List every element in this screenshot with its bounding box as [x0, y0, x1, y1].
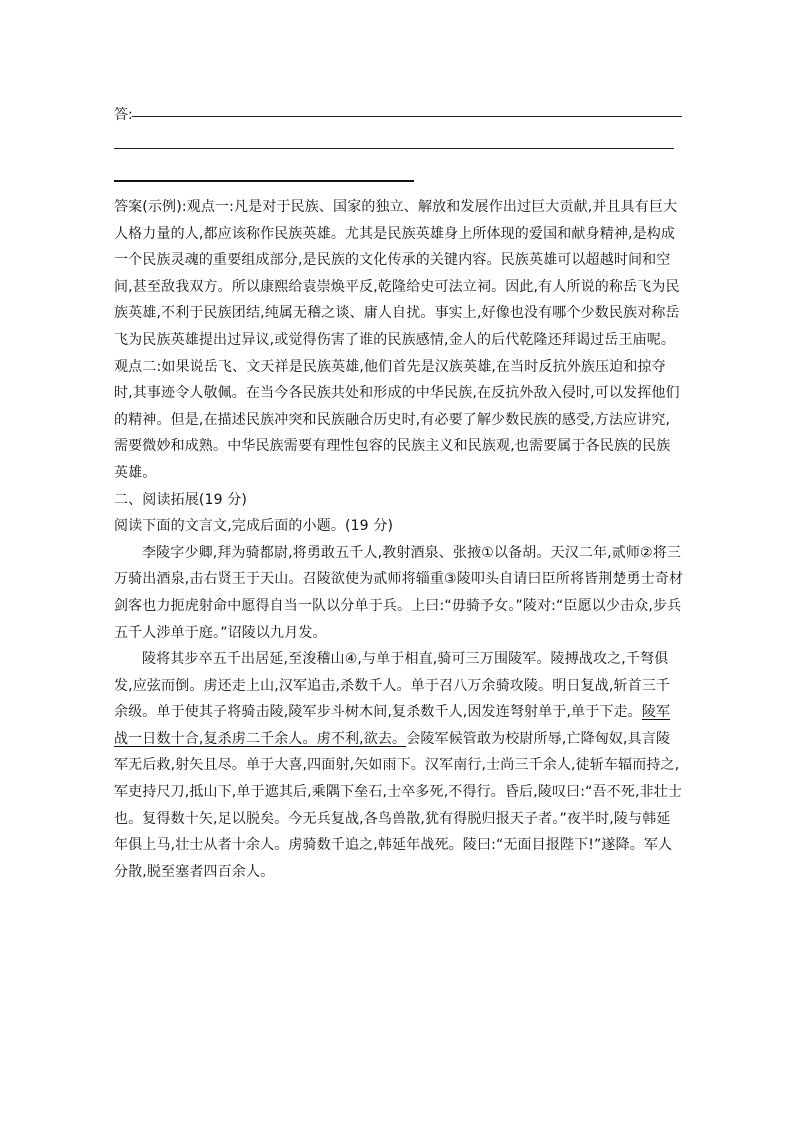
model-answer-view-1: 答案(示例):观点一:凡是对于民族、国家的独立、解放和发展作出过巨大贡献,并且具有巨大人格力量的人,都应该称作民族英雄。尤其是民族英雄身上所体现的爱国和献身精神,是构成一个民族灵魂的重要组成部分,是民族的文化传承的关键内容。民族英雄可以超越时间和空间,甚至敌我双方。所以康熙给袁崇焕平反,乾隆给史可法立祠。因此,有人所说的称岳飞为民族英雄,不利于民族团结,纯属无稽之谈、庸人自扰。事实上,好像也没有哪个少数民族对称岳飞为民族英雄提出过异议,或觉得伤害了谁的民族感情,金人的后代乾隆还拜谒过岳王庙呢。	[114, 199, 680, 348]
answer-blank-line-2	[114, 148, 674, 149]
answer-blank-line-1	[132, 116, 682, 117]
document-body	[114, 194, 684, 885]
passage-p2-part-1: 陵将其步卒五千出居延,至浚稽山④,与单于相直,骑可三万围陵军。陵搏战攻之,千弩俱发,应弦而倒。虏还走上山,汉军追击,杀数千人。单于召八万余骑攻陵。明日复战,斩首三千余级。单于使其子将骑击陵,陵军步斗树木间,复杀数千人,因发连弩射单于,单于下走。	[114, 651, 671, 721]
reading-instruction: 阅读下面的文言文,完成后面的小题。(19 分)	[114, 518, 394, 535]
section-heading: 二、阅读拓展(19 分)	[114, 491, 247, 508]
model-answer-view-2: 观点二:如果说岳飞、文天祥是民族英雄,他们首先是汉族英雄,在当时反抗外族压迫和掠夺时,其事迹令人敬佩。在当今各民族共处和形成的中华民族,在反抗外敌入侵时,可以发挥他们的精神。但是,在描述民族冲突和民族融合历史时,有必要了解少数民族的感受,方法应讲究,需要微妙和成熟。中华民族需要有理性包容的民族主义和民族观,也需要属于各民族的民族英雄。	[114, 358, 680, 481]
answer-blank-line-3	[114, 180, 414, 182]
underlined-sentence: 陵军战一日数十合,复杀虏二千余人。虏不利,欲去。	[114, 704, 671, 747]
answer-label: 答:	[114, 107, 133, 123]
passage-paragraph-1: 李陵字少卿,拜为骑都尉,将勇敢五千人,教射酒泉、张掖①以备胡。天汉二年,贰师②将三万骑出酒泉,击右贤王于天山。召陵欲使为贰师将辎重③陵叩头自请曰臣所将皆荆楚勇士奇材剑客也力扼虎射命中愿得自当一队以分单于兵。上曰:“毋骑予女。”陵对:“臣愿以少击众,步兵五千人涉单于庭。”诏陵以九月发。	[114, 544, 684, 641]
answer-prompt	[114, 104, 682, 124]
passage-paragraph-2	[114, 646, 684, 885]
passage-p2-part-2: 会陵军候管敢为校尉所辱,亡降匈奴,具言陵军无后救,射矢且尽。单于大喜,四面射,矢如雨下。汉军南行,士尚三千余人,徒斩车辐而持之,军吏持尺刀,抵山下,单于遮其后,乘隅下垒石,士卒多死,不得行。昏后,陵叹曰:“吾不死,非壮士也。复得数十矢,足以脱矣。今无兵复战,各鸟兽散,犹有得脱归报天子者。”夜半时,陵与韩延年俱上马,壮士从者十余人。虏骑数千追之,韩延年战死。陵曰:“无面目报陛下!”遂降。军人分散,脱至塞者四百余人。	[114, 730, 683, 880]
